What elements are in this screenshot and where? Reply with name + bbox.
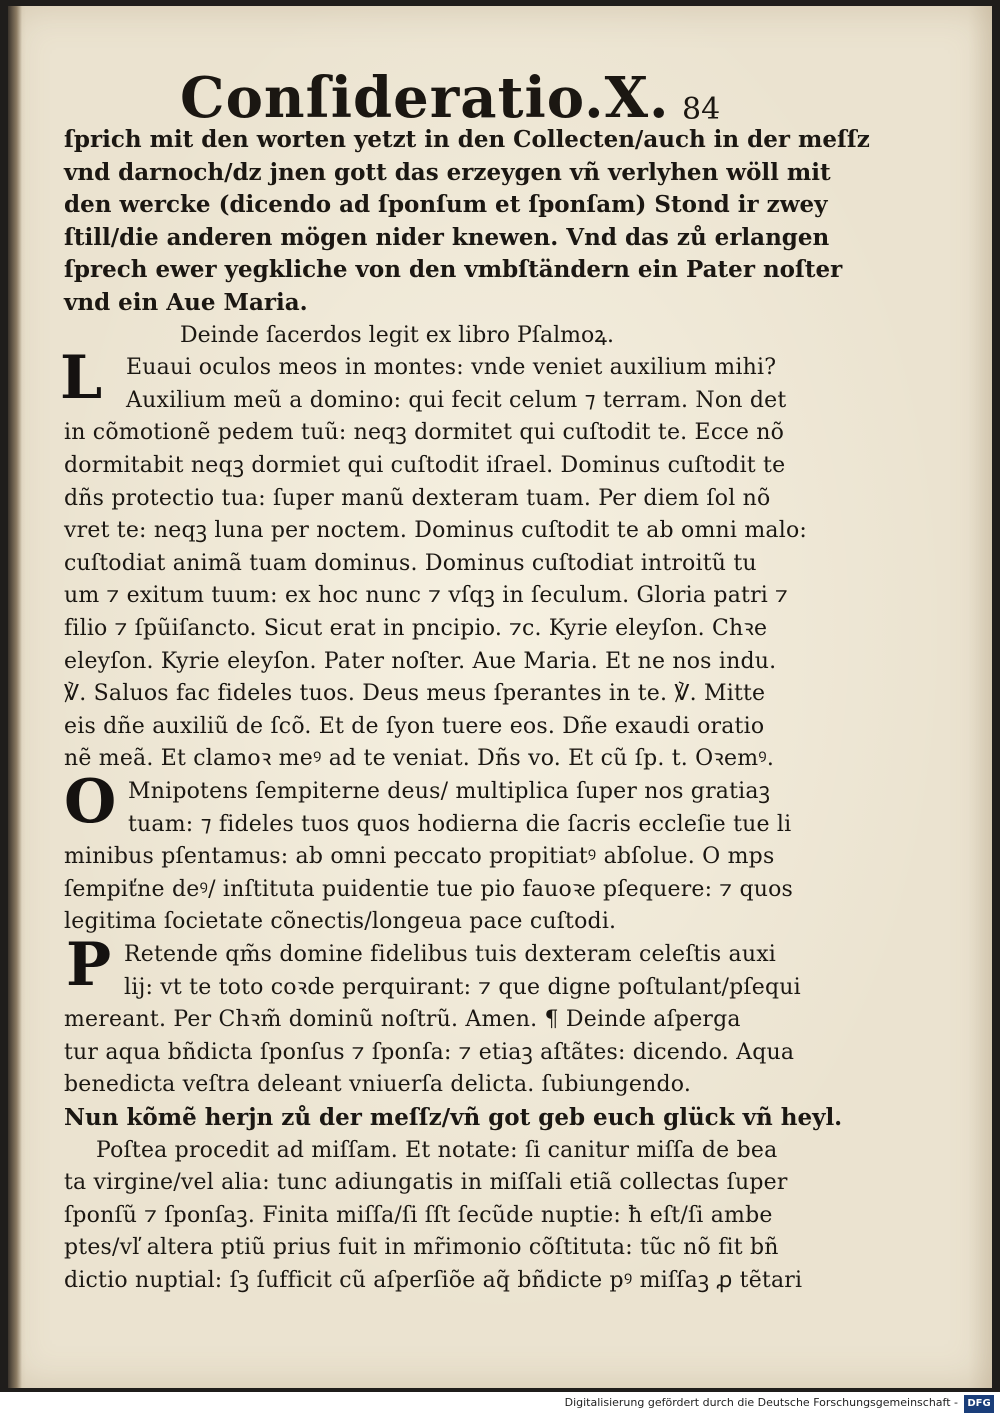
rubric-text-line: dictio nuptial: ſꝫ ſufficit cũ aſperſiõe aq̃ bñdicte pꝰ miſſaꝫ ꝓ tẽtari [64,1268,803,1293]
prayer-initial-letter: P [66,930,112,1000]
rubric-line: Deinde ſacerdos legit ex libro Pſalmoꝝ. [180,322,614,348]
psalm-text-line: in cõmotionẽ pedem tuũ: neqꝫ dormitet qui cuſtodit te. Ecce nõ [64,420,785,446]
prayer-text-line: lij: vt te toto coꝛde perquirant: ⁊ que digne poſtulant/pſequi [124,974,801,1000]
prayer-text-line: minibus pſentamus: ab omni peccato propitiatꝰ abſolue. O mps [64,844,775,870]
psalm-text-line: ℣. Saluos fac fideles tuos. Deus meus ſperantes in te. ℣. Mitte [64,681,766,707]
prayer-text-line: Retende qm̃s domine fidelibus tuis dexteram celeſtis auxi [124,942,777,967]
prayer-text-line: ſempiťne deꝰ/ inſtituta puidentie tue pio fauoꝛe pſequere: ⁊ quos [64,876,794,902]
psalm-text-line: eleyſon. Kyrie eleyſon. Pater noſter. Aue Maria. Et ne nos indu. [64,648,777,674]
prayer-text-line: tur aqua bñdicta ſponſus ⁊ ſponſa: ⁊ etiaꝫ aſtãtes: dicendo. Aqua [64,1039,795,1065]
psalm-initial-letter: L [60,343,103,414]
prayer-initial-letter: O [64,767,117,837]
rubric-text-line: ptes/vľ altera ptiũ prius fuit in mr̃imonio cõſtituta: tũc nõ fit bñ [64,1235,779,1261]
folio-number: 84 [682,92,721,127]
prayer-text-line: mereant. Per Chꝛm̃ dominũ noſtrũ. Amen. ¶ Deinde aſperga [64,1007,741,1033]
prayer-text-line: tuam: ⁊ fideles tuos quos hodierna die ſacris eccleſie tue li [128,811,792,837]
psalm-text-line: cuſtodiat animã tuam dominus. Dominus cuſtodiat introitũ tu [64,550,757,576]
prayer-text-line: legitima ſocietate cõnectis/longeua pace cuſtodi. [64,909,617,935]
footer-bar [0,1392,1000,1418]
book-page [8,6,992,1388]
psalm-text-line: vret te: neqꝫ luna per noctem. Dominus cuſtodit te ab omni malo: [64,518,808,544]
psalm-text-line: Auxilium meũ a domino: qui fecit celum ⁊ terram. Non det [126,387,787,413]
german-text-line: ſtill/die anderen mögen nider knewen. Vnd das zů erlangen [64,223,830,251]
psalm-text-line: nẽ meã. Et clamoꝛ meꝰ ad te veniat. Dñs vo. Et cũ ſp. t. Oꝛemꝰ. [64,746,775,772]
german-text-line: ſprich mit den worten yetzt in den Collecten/auch in der meſſz [64,126,870,153]
psalm-text-line: eis dñe auxiliũ de ſcõ. Et de ſyon tuere eos. Dñe exaudi oratio [64,713,765,739]
psalm-text-line: Euaui oculos meos in montes: vnde veniet auxilium mihi? [126,355,777,381]
german-text-line: vnd ein Aue Maria. [64,289,308,316]
page-gutter [8,6,22,1388]
rubric-text-line: Poſtea procedit ad miſſam. Et notate: ſi canitur miſſa de bea [96,1137,778,1163]
rubric-text-line: ſponſũ ⁊ ſponſaꝫ. Finita miſſa/ſi ſſt ſecũde nuptie: ħ eſt/ſi ambe [64,1202,773,1228]
german-text-line: vnd darnoch/dz jnen gott das erzeygen vñ verlyhen wöll mit [64,158,831,186]
prayer-text-line: Mnipotens ſempiterne deus/ multiplica ſuper nos gratiaꝫ [128,779,771,804]
dfg-credit-text: Digitalisierung gefördert durch die Deutsche Forschungsgemeinschaft - [564,1396,958,1409]
psalm-text-line: um ⁊ exitum tuum: ex hoc nunc ⁊ vſqꝫ in ſeculum. Gloria patri ⁊ [64,583,789,609]
rubric-text-line: ta virgine/vel alia: tunc adiungatis in miſſali etiã collectas ſuper [64,1170,788,1196]
german-text-line: ſprech ewer yegkliche von den vmbſtändern ein Pater noſter [64,256,843,284]
psalm-text-line: dñs protectio tua: ſuper manũ dexteram tuam. Per diem ſol nõ [64,485,771,511]
psalm-text-line: dormitabit neqꝫ dormiet qui cuſtodit iſrael. Dominus cuſtodit te [64,453,786,478]
prayer-text-line: benedicta veſtra deleant vniuerſa delicta. ſubiungendo. [64,1072,692,1098]
german-closing-line: Nun kõmẽ herjn zů der meſſz/vñ got geb euch glück vñ heyl. [64,1104,843,1131]
running-head: Conſideratio.X. [180,65,670,131]
psalm-text-line: filio ⁊ ſpũiſancto. Sicut erat in pncipio. ⁊c. Kyrie eleyſon. Chꝛe [64,616,768,641]
german-text-line: den wercke (dicendo ad ſponſum et ſponſam) Stond ir zwey [64,191,828,219]
dfg-logo: DFG [964,1395,994,1413]
